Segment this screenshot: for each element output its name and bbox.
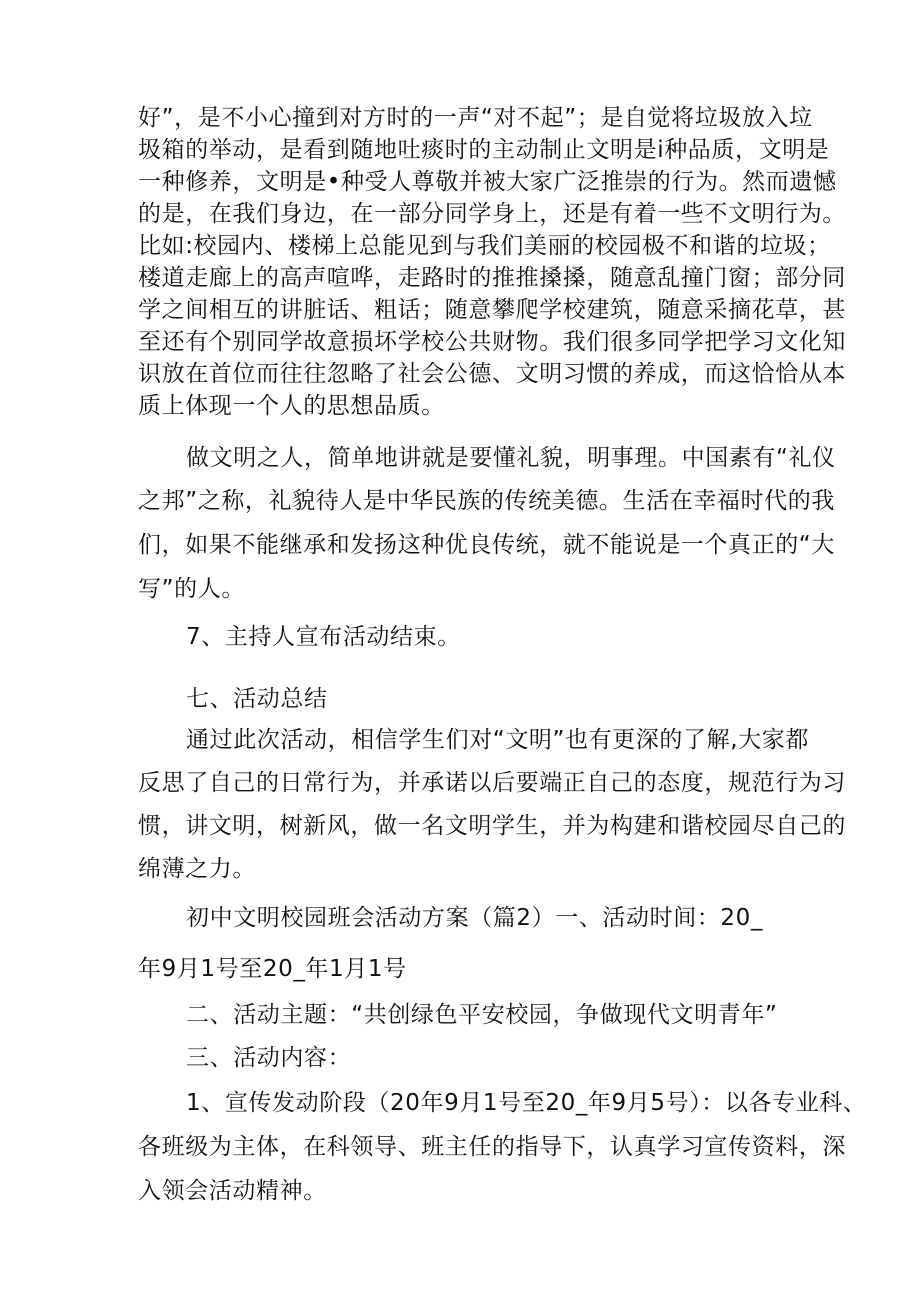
step-1-line-1: 1、宣传发动阶段（20年9月1号至20_年9月5号）：以各专业科、	[186, 1090, 867, 1116]
paragraph-1-line-7: 学之间相互的讲脏话、粗话；随意攀爬学校建筑，随意采摘花草，甚	[138, 297, 846, 323]
paragraph-2-line-2: 之邦”之称，礼貌待人是中华民族的传统美德。生活在幸福时代的我	[138, 488, 835, 514]
activity-theme: 二、活动主题：“共创绿色平安校园，争做现代文明青年”	[186, 1002, 778, 1028]
paragraph-1-line-1: 好”，是不小心撞到对方时的一声“对不起”；是自觉将垃圾放入垃	[138, 105, 813, 131]
paragraph-1-line-8: 至还有个别同学故意损坏学校公共财物。我们很多同学把学习文化知	[138, 329, 846, 355]
paragraph-3-line-2: 反思了自己的日常行为，并承诺以后要端正自己的态度，规范行为习	[138, 770, 846, 796]
paragraph-3-line-4: 绵薄之力。	[138, 856, 256, 882]
paragraph-1-line-4: 的是，在我们身边，在一部分同学身上，还是有着一些不文明行为。	[138, 201, 846, 227]
paragraph-2-line-3: 们，如果不能继承和发扬这种优良传统，就不能说是一个真正的“大	[138, 532, 835, 558]
plan-date: 年9月1号至20_年1月1号	[138, 956, 407, 982]
step-1-line-3: 入领会活动精神。	[138, 1178, 327, 1204]
paragraph-3-line-3: 惯，讲文明，树新风，做一名文明学生，并为构建和谐校园尽自己的	[138, 813, 846, 839]
paragraph-1-line-2: 圾箱的举动，是看到随地吐痰时的主动制止文明是i种品质，文明是	[138, 137, 830, 163]
paragraph-1-line-3: 一种修养，文明是•种受人尊敬并被大家广泛推崇的行为。然而遗憾	[138, 169, 837, 195]
paragraph-1-line-5: 比如:校园内、楼梯上总能见到与我们美丽的校园极不和谐的垃圾；	[138, 233, 831, 259]
paragraph-2-line-4: 写”的人。	[138, 576, 245, 602]
paragraph-1-line-6: 楼道走廊上的高声喧哗，走路时的推推搡搡，随意乱撞门窗；部分同	[138, 265, 846, 291]
paragraph-1-line-9: 识放在首位而往往忽略了社会公德、文明习惯的养成，而这恰恰从本	[138, 361, 846, 387]
plan-title: 初中文明校园班会活动方案（篇2）一、活动时间：20_	[186, 905, 763, 931]
paragraph-3-line-1: 通过此次活动，相信学生们对“文明”也有更深的了解,大家都	[186, 727, 809, 753]
paragraph-2-line-1: 做文明之人，简单地讲就是要懂礼貌，明事理。中国素有“礼仪	[186, 445, 836, 471]
step-1-line-2: 各班级为主体，在科领导、班主任的指导下，认真学习宣传资料，深	[138, 1134, 846, 1160]
paragraph-1-line-10: 质上体现一个人的思想品质。	[138, 393, 445, 419]
section-heading-summary: 七、活动总结	[186, 686, 328, 712]
step-7: 7、主持人宣布活动结束。	[186, 624, 461, 650]
content-heading: 三、活动内容：	[186, 1045, 352, 1071]
